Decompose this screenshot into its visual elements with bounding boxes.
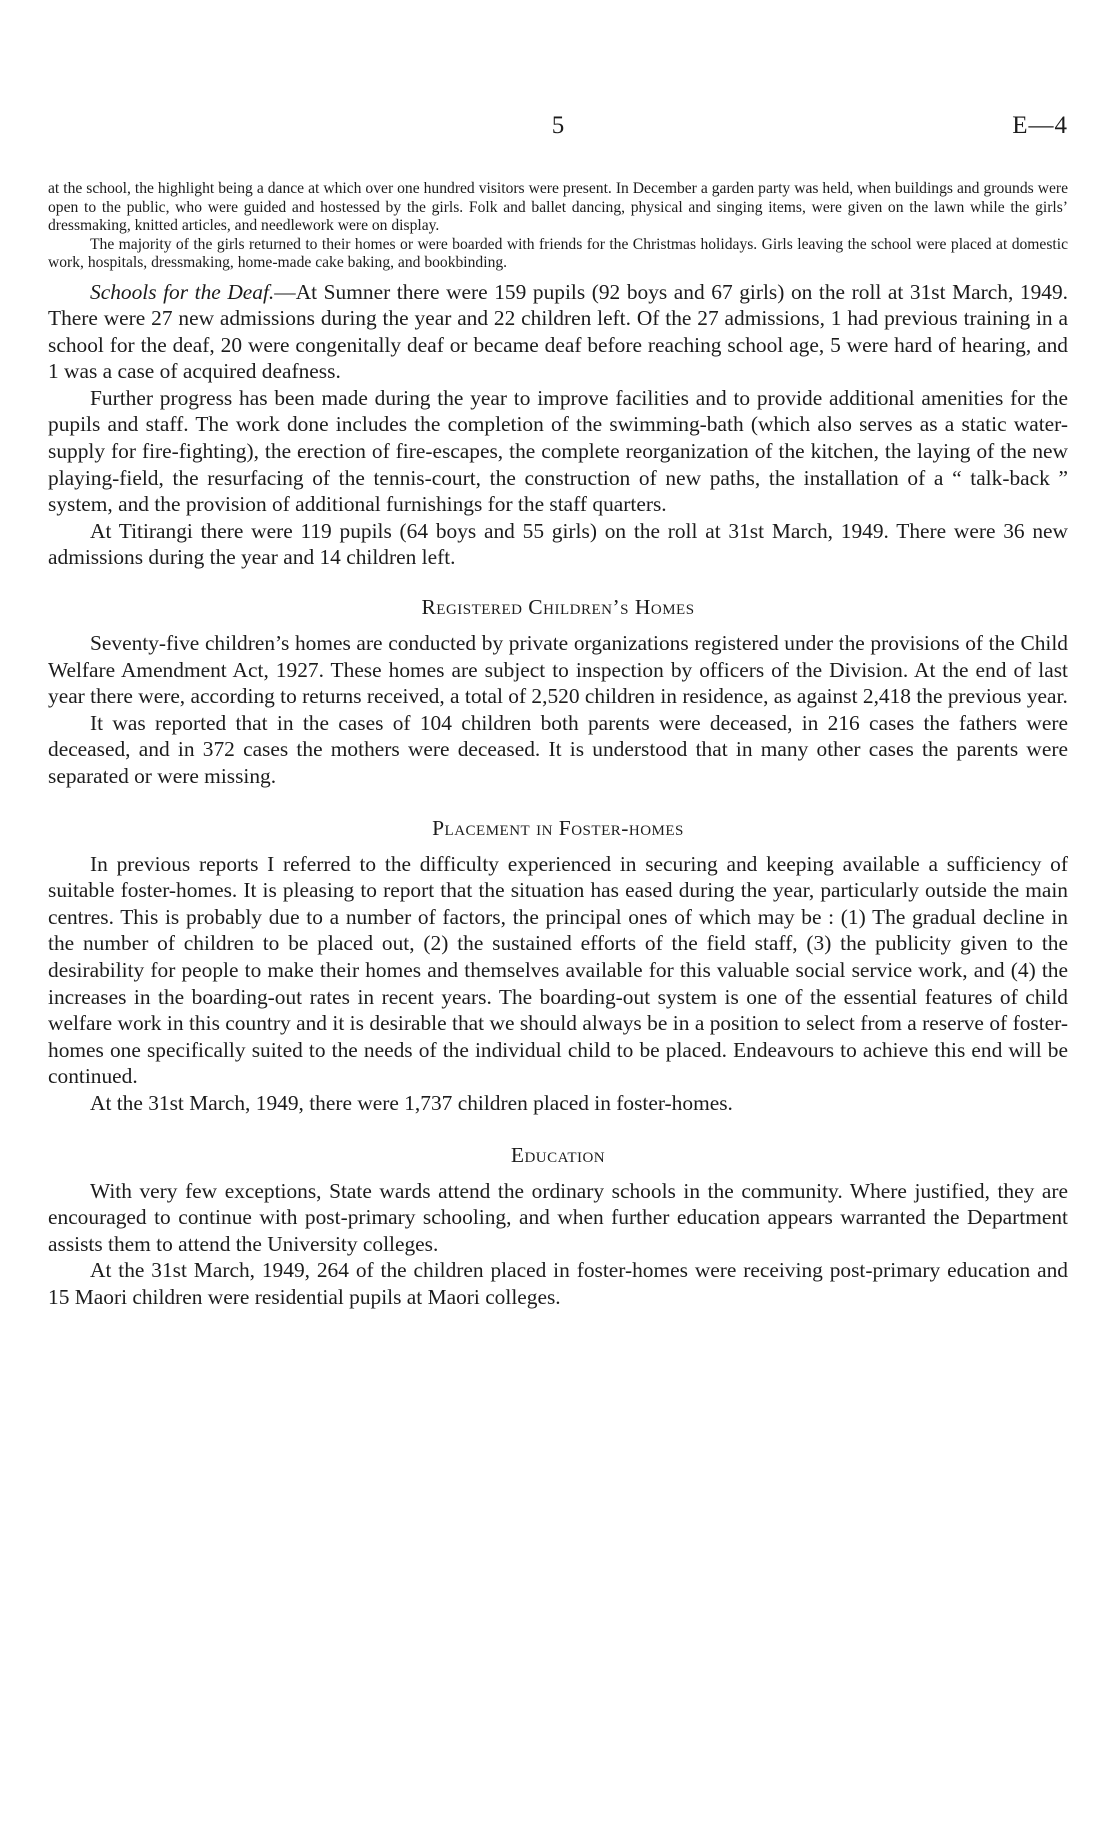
paragraph-school-events: at the school, the highlight being a dance at which over one hundred visitors were present. In December a garden party was held, when buildings and grounds were open to the public, who were guided and hostessed by the girls. Folk and ballet dancing, physical and singing items, were given on the lawn while the girls’ dressmaking, knitted articles, and needlework were on display. [48, 180, 1068, 234]
section-heading-foster: Placement in Foster-homes [432, 815, 684, 840]
small-print-block [48, 180, 1068, 273]
paragraph-holidays: The majority of the girls returned to their homes or were boarded with friends for the Christmas holidays. Girls leaving the school were placed at domestic work, hospitals, dressmaking, home-made cake baking, and bookbinding. [48, 235, 1068, 271]
section-heading-education: Education [510, 1142, 606, 1167]
paragraph-foster-1: In previous reports I referred to the difficulty experienced in securing and keeping available a sufficiency of suitable foster-homes. It is pleasing to report that the situation has eased during the year, particularly outside the main centres. This is probably due to a number of factors, the principal ones of which may be : (1) The gradual decline in the number of children to be placed out, (2) the sustained efforts of the field staff, (3) the publicity given to the desirability for people to make their homes and themselves available for this valuable social service work, and (4) the increases in the boarding-out rates in recent years. The boarding-out system is one of the essential features of child welfare work in this country and it is desirable that we should always be in a position to select from a reserve of foster-homes one specifically suited to the needs of the individual child to be placed. Endeavours to achieve this end will be continued. [48, 851, 1068, 1089]
page-number: 5 [551, 112, 565, 139]
paragraph-schools-for-deaf [48, 279, 1068, 385]
paragraph-titirangi: At Titirangi there were 119 pupils (64 boys and 55 girls) on the roll at 31st March, 1949. There were 36 new admissions during the year and 14 children left. [48, 518, 1068, 570]
paragraph-text: —At Sumner there were 159 pupils (92 boys and 67 girls) on the roll at 31st March, 1949. There were 27 new admissions during the year and 22 children left. Of the 27 admissions, 1 had previous training in a school for the deaf, 20 were congenitally deaf or became deaf before reaching school age, 5 were hard of hearing, and 1 was a case of acquired deafness. [48, 279, 1069, 384]
paragraph-facilities: Further progress has been made during the year to improve facilities and to provide additional amenities for the pupils and staff. The work done includes the completion of the swimming-bath (which also serves as a static water-supply for fire-fighting), the erection of fire-escapes, the complete reorganization of the kitchen, the laying of the new playing-field, the resurfacing of the tennis-court, the construction of new paths, the installation of a “ talk-back ” system, and the provision of additional furnishings for the staff quarters. [48, 385, 1068, 517]
paragraph-homes-2: It was reported that in the cases of 104 children both parents were deceased, in 216 cases the fathers were deceased, and in 372 cases the mothers were deceased. It is understood that in many other cases the parents were separated or were missing. [48, 710, 1068, 788]
paragraph-education-2: At the 31st March, 1949, 264 of the children placed in foster-homes were receiving post-primary education and 15 Maori children were residential pupils at Maori colleges. [48, 1258, 1068, 1309]
paragraph-foster-2: At the 31st March, 1949, there were 1,737 children placed in foster-homes. [90, 1090, 733, 1115]
section-heading-homes: Registered Children’s Homes [421, 595, 695, 620]
paragraph-education-1: With very few exceptions, State wards attend the ordinary schools in the community. Where justified, they are encouraged to continue with post-primary schooling, and when further education appears warranted the Department assists them to attend the University colleges. [48, 1178, 1068, 1256]
main-print-block [48, 279, 1068, 1311]
paragraph-homes-1: Seventy-five children’s homes are conducted by private organizations registered under the provisions of the Child Welfare Amendment Act, 1927. These homes are subject to inspection by officers of the Division. At the end of last year there were, according to returns received, a total of 2,520 children in residence, as against 2,418 the previous year. [48, 631, 1068, 709]
document-reference: E—4 [1012, 112, 1068, 139]
run-in-heading: Schools for the Deaf. [90, 279, 275, 304]
page-body [48, 180, 1068, 1311]
page-header [48, 112, 1068, 142]
